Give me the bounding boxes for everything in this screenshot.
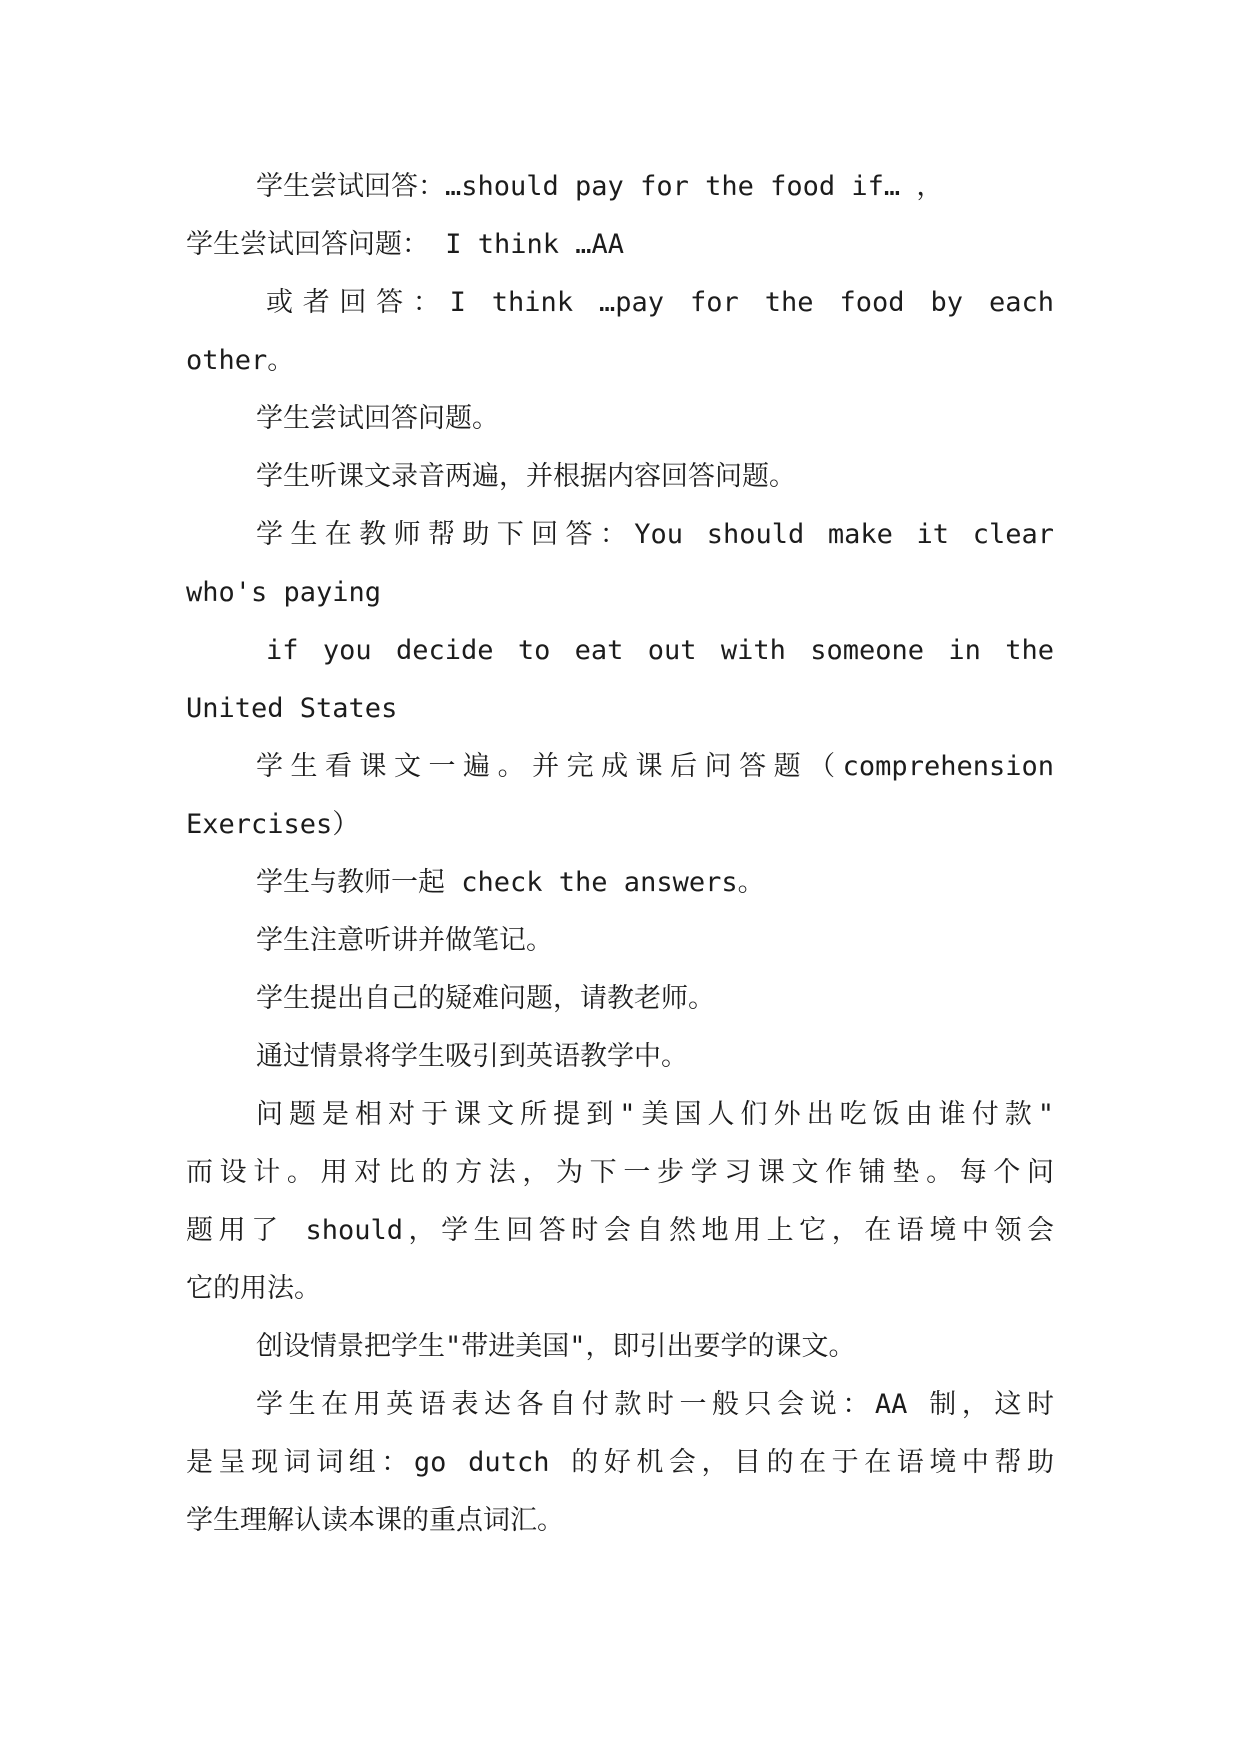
paragraph-line: 学生看课文一遍。并完成课后问答题（comprehension bbox=[256, 751, 1054, 782]
paragraph-line: Exercises） bbox=[186, 809, 360, 840]
paragraph-line: 是呈现词词组：go dutch 的好机会，目的在于在语境中帮助 bbox=[186, 1447, 1054, 1478]
paragraph-line: 或者回答：I think …pay for the food by each bbox=[266, 287, 1054, 318]
paragraph-line: 它的用法。 bbox=[186, 1273, 321, 1304]
paragraph-line: 学生尝试回答问题： I think …AA bbox=[186, 229, 625, 260]
paragraph-line: 学生注意听讲并做笔记。 bbox=[256, 925, 553, 956]
paragraph-line: 学生理解认读本课的重点词汇。 bbox=[186, 1505, 564, 1536]
paragraph-line: 学生在用英语表达各自付款时一般只会说：AA 制，这时 bbox=[256, 1389, 1054, 1420]
paragraph-line: 学生尝试回答：…should pay for the food if… ， bbox=[256, 171, 944, 202]
paragraph-line: who's paying bbox=[186, 577, 382, 608]
document-body bbox=[186, 158, 1054, 1550]
paragraph-line: if you decide to eat out with someone in the bbox=[266, 635, 1054, 666]
paragraph-line: 学生与教师一起 check the answers。 bbox=[256, 867, 765, 898]
paragraph-line: 题用了 should，学生回答时会自然地用上它，在语境中领会 bbox=[186, 1215, 1054, 1246]
paragraph-line: 学生提出自己的疑难问题，请教老师。 bbox=[256, 983, 715, 1014]
paragraph-line: other。 bbox=[186, 345, 295, 376]
paragraph-line: 问题是相对于课文所提到"美国人们外出吃饭由谁付款" bbox=[256, 1099, 1054, 1130]
paragraph-line: United States bbox=[186, 693, 398, 724]
paragraph-line: 通过情景将学生吸引到英语教学中。 bbox=[256, 1041, 688, 1072]
paragraph-line: 学生听课文录音两遍，并根据内容回答问题。 bbox=[256, 461, 796, 492]
paragraph-line: 学生在教师帮助下回答：You should make it clear bbox=[256, 519, 1054, 550]
paragraph-line: 而设计。用对比的方法，为下一步学习课文作铺垫。每个问 bbox=[186, 1157, 1054, 1188]
paragraph-line: 创设情景把学生"带进美国"，即引出要学的课文。 bbox=[256, 1331, 856, 1362]
paragraph-line: 学生尝试回答问题。 bbox=[256, 403, 499, 434]
